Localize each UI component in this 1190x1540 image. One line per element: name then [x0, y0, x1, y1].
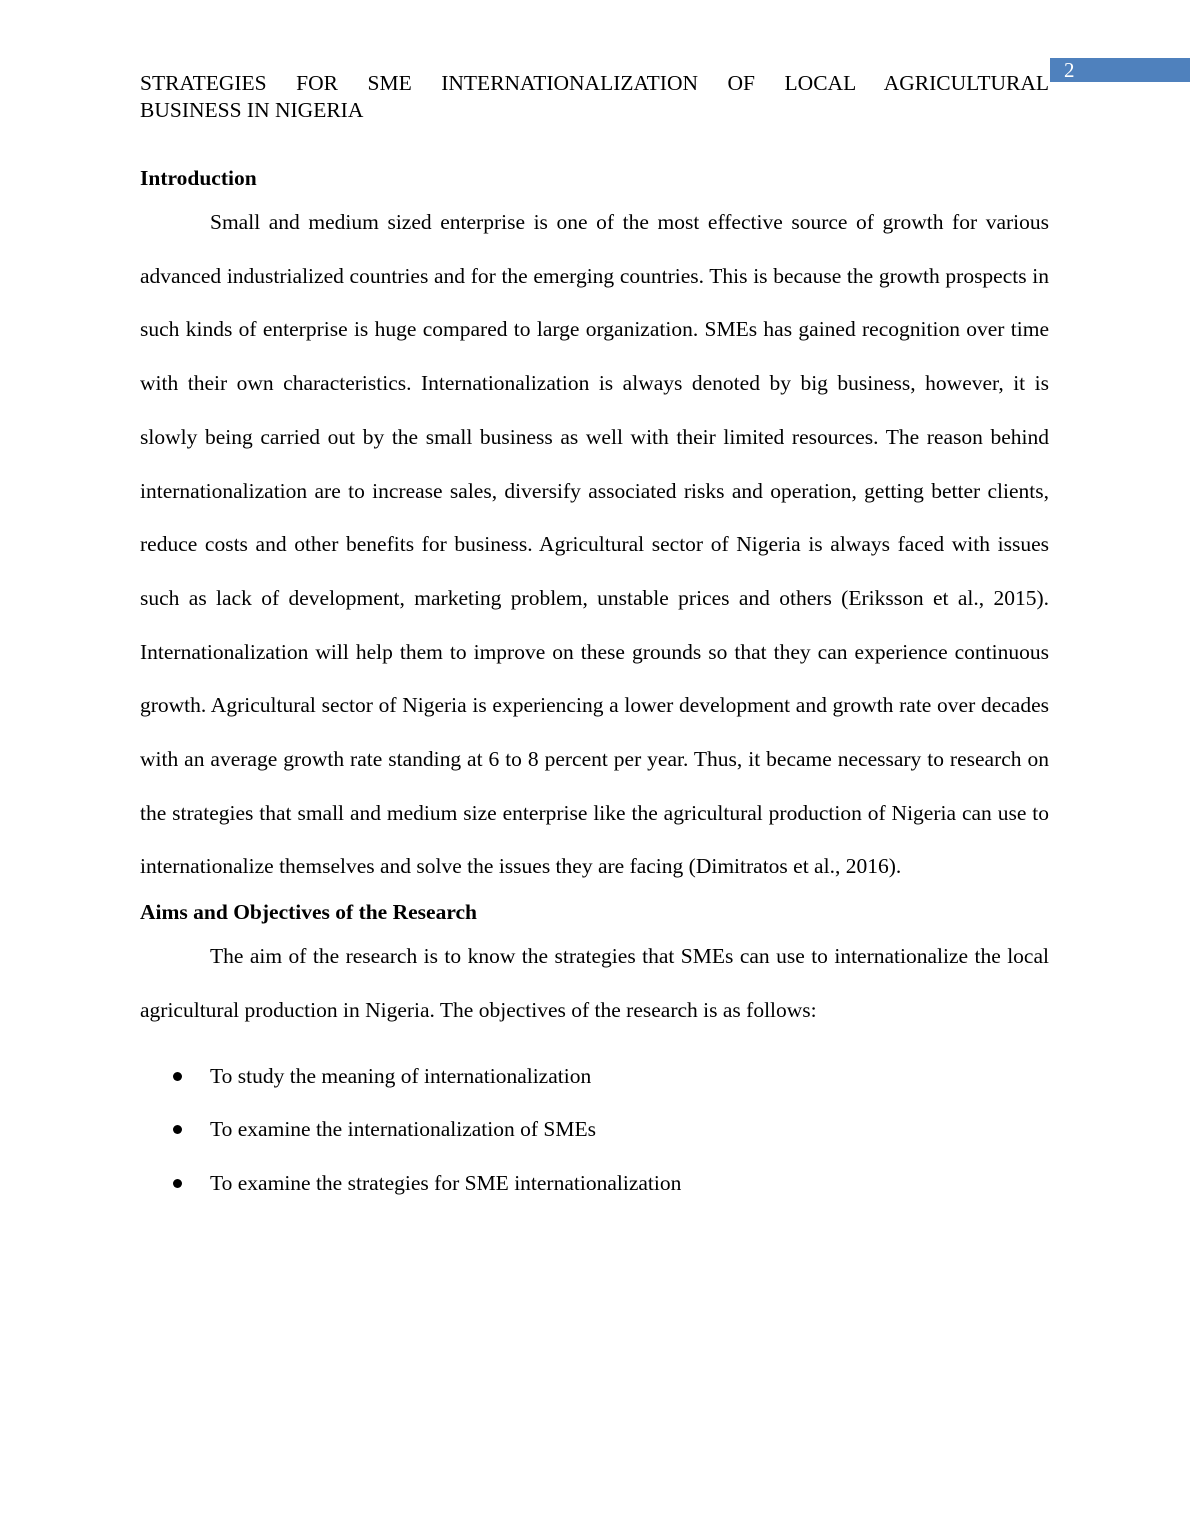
introduction-paragraph: Small and medium sized enterprise is one of the most effective source of growth for various advanced industrialized countries and for the emerging countries. This is because the growth prospects in such kinds of enterprise is huge compared to large organization. SMEs has gained recognition over time with their own characteristics. Internationalization is always denoted by big business, however, it is slowly being carried out by the small business as well with their limited resources. The reason behind internationalization are to increase sales, diversify associated risks and operation, getting better clients, reduce costs and other benefits for business. Agricultural sector of Nigeria is always faced with issues such as lack of development, marketing problem, unstable prices and others (Eriksson et al., 2015). Internationalization will help them to improve on these grounds so that they can experience continuous growth. Agricultural sector of Nigeria is experiencing a lower development and growth rate over decades with an average growth rate standing at 6 to 8 percent per year. Thus, it became necessary to research on the strategies that small and medium size enterprise like the agricultural production of Nigeria can use to internationalize themselves and solve the issues they are facing (Dimitratos et al., 2016). [140, 210, 1049, 879]
running-head-line-1: STRATEGIES FOR SME INTERNATIONALIZATION OF LOCAL AGRICULTURAL [140, 71, 1049, 95]
bullet-icon [173, 1179, 182, 1188]
objective-text: To examine the strategies for SME internationalization [210, 1170, 682, 1195]
aims-paragraph: The aim of the research is to know the strategies that SMEs can use to internationalize the local agricultural production in Nigeria. The objectives of the research is as follows: [140, 944, 1049, 1022]
bullet-icon [173, 1125, 182, 1134]
page-number: 2 [1050, 58, 1190, 82]
document-body [140, 160, 1049, 1211]
objectives-list [140, 1050, 1049, 1211]
introduction-heading: Introduction [140, 166, 257, 190]
aims-heading: Aims and Objectives of the Research [140, 900, 477, 925]
running-head-line-2: BUSINESS IN NIGERIA [140, 98, 364, 122]
objective-text: To study the meaning of internationalization [210, 1063, 592, 1088]
list-item [140, 1050, 1049, 1104]
list-item [140, 1157, 1049, 1211]
objective-text: To examine the internationalization of SMEs [210, 1117, 596, 1142]
running-head [140, 70, 1049, 124]
list-item [140, 1103, 1049, 1157]
bullet-icon [173, 1072, 182, 1081]
